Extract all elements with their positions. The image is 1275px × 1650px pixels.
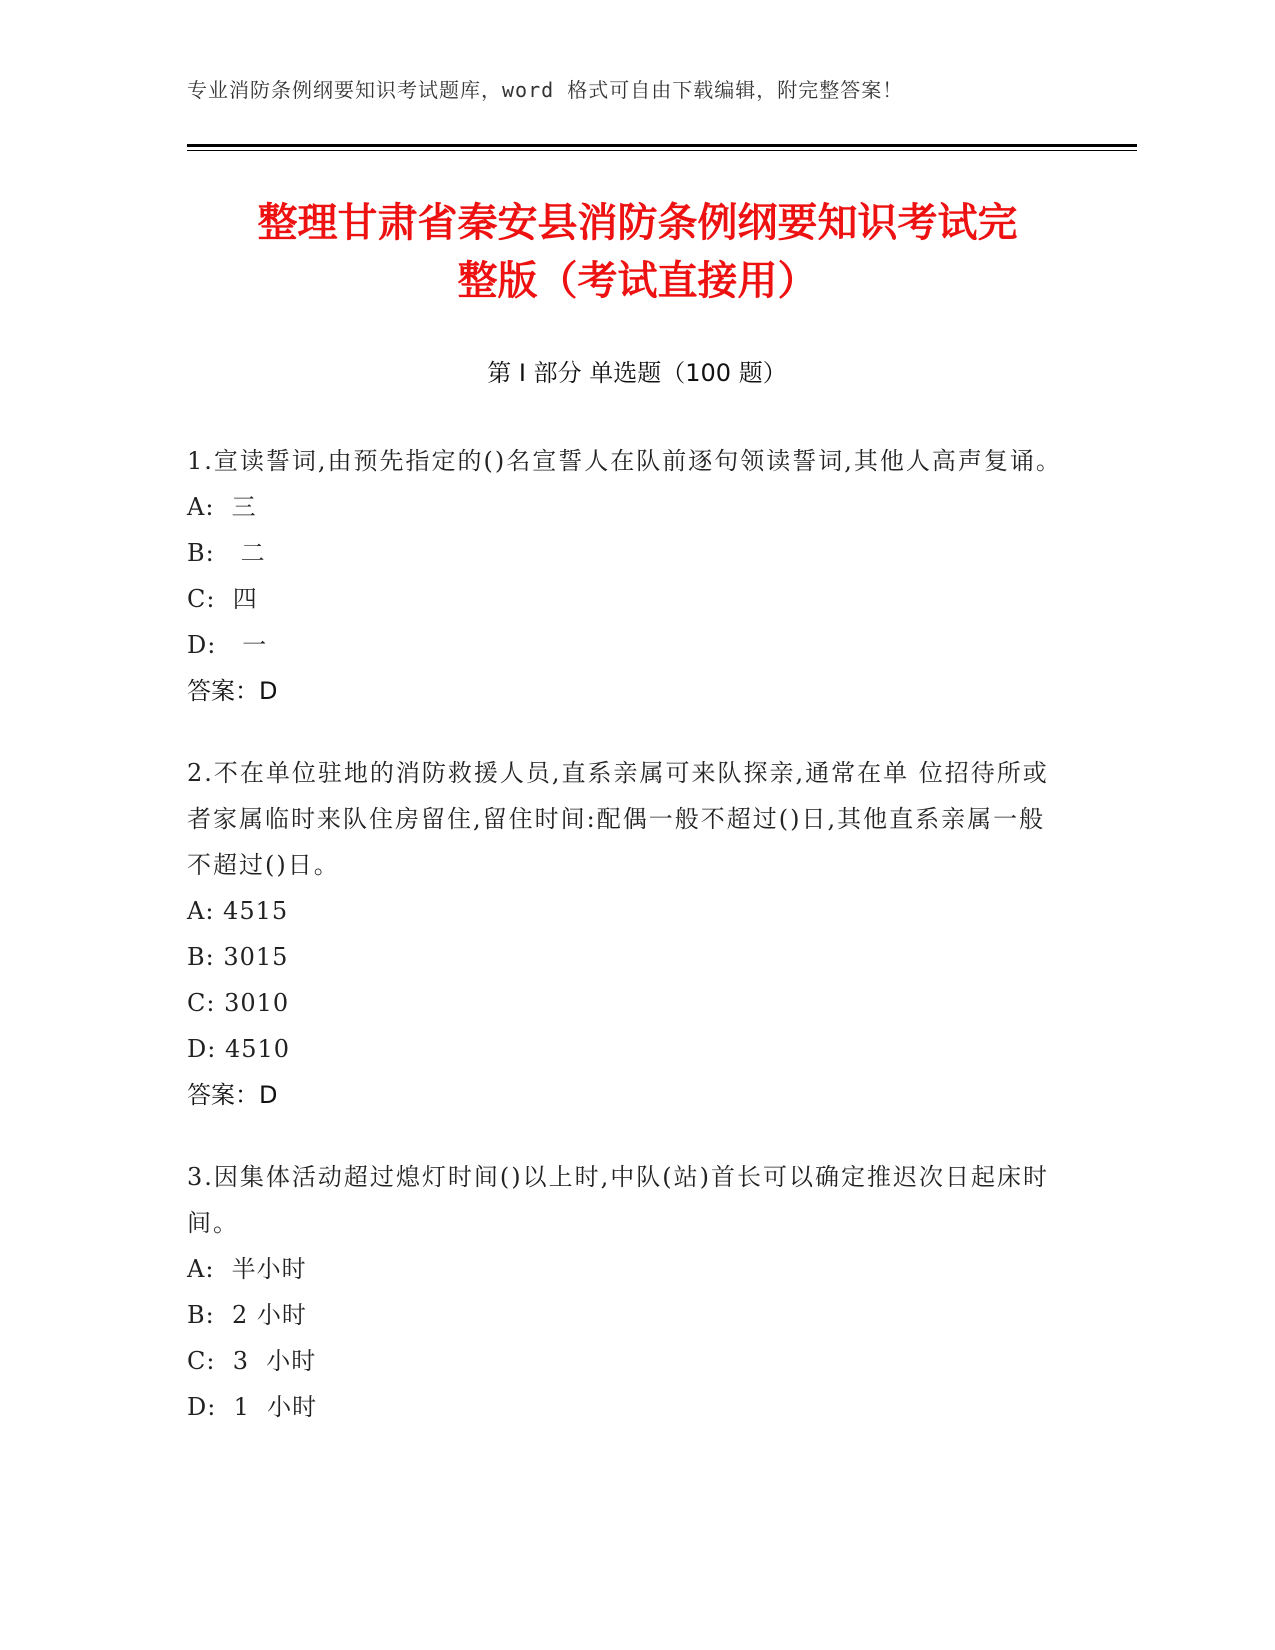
question-stem: 2.不在单位驻地的消防救援人员,直系亲属可来队探亲,通常在单 位招待所或者家属临时来队住房留住,留住时间:配偶一般不超过()日,其他直系亲属一般不超过()日。 [187, 759, 1049, 879]
option-a: A: 半小时 [187, 1255, 307, 1283]
option-d: D: 1 小时 [187, 1393, 318, 1421]
question-3 [187, 1154, 1067, 1430]
header-rule-thin [187, 150, 1137, 151]
option-b: B: 3015 [187, 943, 289, 971]
question-2 [187, 750, 1067, 1118]
question-stem: 1.宣读誓词,由预先指定的()名宣誓人在队前逐句领读誓词,其他人高声复诵。 [187, 447, 1062, 475]
section-title: 第 I 部分 单选题（100 题） [487, 359, 787, 387]
option-b: B: 二 [187, 539, 266, 567]
answer: 答案：D [187, 677, 278, 705]
option-c: C: 四 [187, 585, 258, 613]
option-c: C: 3 小时 [187, 1347, 317, 1375]
title-line-1: 整理甘肃省秦安县消防条例纲要知识考试完 [257, 200, 1018, 246]
answer: 答案：D [187, 1081, 278, 1109]
title-line-2: 整版（考试直接用） [457, 258, 818, 304]
option-a: A: 三 [187, 493, 257, 521]
question-1 [187, 438, 1067, 714]
header-rule-thick [187, 144, 1137, 147]
option-c: C: 3010 [187, 989, 290, 1017]
option-a: A: 4515 [187, 897, 289, 925]
question-stem: 3.因集体活动超过熄灯时间()以上时,中队(站)首长可以确定推迟次日起床时间。 [187, 1163, 1049, 1237]
option-b: B: 2 小时 [187, 1301, 307, 1329]
option-d: D: 4510 [187, 1035, 291, 1063]
document-title [150, 194, 1125, 310]
option-d: D: 一 [187, 631, 268, 659]
header-note: 专业消防条例纲要知识考试题库，word 格式可自由下载编辑，附完整答案！ [187, 78, 904, 102]
question-list [187, 438, 1067, 1466]
